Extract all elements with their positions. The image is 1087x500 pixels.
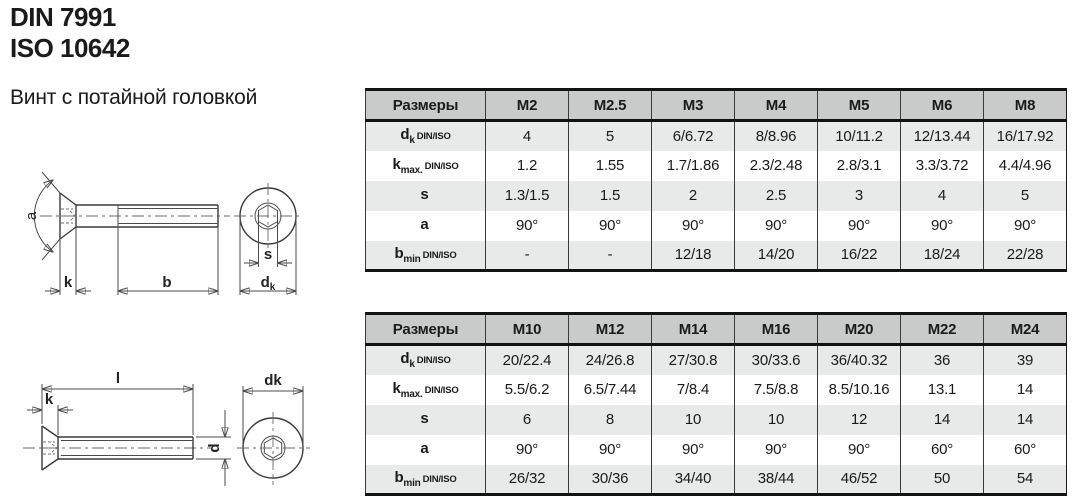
dim-value: 14	[984, 375, 1067, 405]
standard-din: DIN 7991	[10, 2, 116, 32]
dim-value: 5	[984, 181, 1067, 211]
dim-label-head-height: k	[63, 274, 73, 291]
table-row-dk	[366, 345, 1067, 375]
dim-value: 3	[818, 181, 901, 211]
dim-value: 7/8.4	[652, 375, 735, 405]
dim-value: 90°	[818, 435, 901, 465]
row-label-suffix: DIN/ISO	[416, 131, 451, 143]
dim-value: 6.5/7.44	[569, 375, 652, 405]
row-label	[366, 241, 486, 271]
dim-value: 6/6.72	[652, 121, 735, 151]
dim-value: 16/22	[818, 241, 901, 271]
row-label-symbol: s	[420, 409, 429, 427]
dim-value: 36/40.32	[818, 345, 901, 375]
row-label-subscript: max.	[400, 388, 423, 400]
dim-value: 36	[901, 345, 984, 375]
row-label-symbol: k	[392, 155, 401, 173]
dim-value: 1.5	[569, 181, 652, 211]
row-label-suffix: DIN/ISO	[424, 160, 459, 172]
row-label-suffix: DIN/ISO	[422, 249, 457, 261]
row-label-symbol: b	[394, 244, 404, 262]
table-row-bmin	[366, 465, 1067, 495]
dim-value: 1.2	[486, 151, 569, 181]
row-label	[366, 375, 486, 405]
dim-value: 4	[486, 121, 569, 151]
row-label-subscript: max.	[400, 164, 423, 176]
standards-title	[10, 2, 130, 64]
dim-value: 2	[652, 181, 735, 211]
dim-value: 60°	[984, 435, 1067, 465]
row-label	[366, 435, 486, 465]
table-row-s	[366, 405, 1067, 435]
dim-value: 50	[901, 465, 984, 495]
dim-value: 13.1	[901, 375, 984, 405]
row-label-suffix: DIN/ISO	[416, 355, 451, 367]
dim-value: -	[486, 241, 569, 271]
row-label	[366, 211, 486, 241]
row-label	[366, 465, 486, 495]
dim-value: 46/52	[818, 465, 901, 495]
countersunk-screw-side-drawing	[15, 160, 315, 300]
dim-value: 90°	[984, 211, 1067, 241]
row-label-subscript: k	[409, 359, 415, 371]
dim-value: 5	[569, 121, 652, 151]
col-header-size: M22	[901, 314, 984, 345]
dim-value: 90°	[569, 435, 652, 465]
dim-value: 18/24	[901, 241, 984, 271]
row-label-subscript: min	[403, 477, 421, 489]
dimensions-table-m2-m8	[365, 88, 1067, 272]
col-header-size: M12	[569, 314, 652, 345]
dim-label-head-dia: $d_k$	[260, 274, 276, 293]
row-label-suffix: DIN/ISO	[422, 473, 457, 485]
row-label-subscript: min	[403, 253, 421, 265]
dim-value: 5.5/6.2	[486, 375, 569, 405]
row-label-symbol: k	[392, 379, 401, 397]
dim-label-socket: s	[263, 246, 273, 263]
dim-label-head-dia: dk	[264, 372, 282, 389]
row-label	[366, 121, 486, 151]
dim-value: 8	[569, 405, 652, 435]
dim-value: 14	[901, 405, 984, 435]
row-label	[366, 345, 486, 375]
table-row-a	[366, 435, 1067, 465]
table-header-row	[366, 314, 1067, 345]
product-title: Винт с потайной головкой	[10, 86, 258, 109]
col-header-size: M10	[486, 314, 569, 345]
dim-value: 14	[984, 405, 1067, 435]
dim-value: 27/30.8	[652, 345, 735, 375]
fully-threaded-screw-drawing	[15, 348, 320, 500]
table-header-row	[366, 90, 1067, 121]
col-header-size: M6	[901, 90, 984, 121]
col-header-size: M20	[818, 314, 901, 345]
dim-value: 26/32	[486, 465, 569, 495]
dim-value: 30/33.6	[735, 345, 818, 375]
dim-label-thread-length: b	[162, 274, 172, 291]
col-header-size: M14	[652, 314, 735, 345]
dim-value: 7.5/8.8	[735, 375, 818, 405]
standard-iso: ISO 10642	[10, 33, 130, 63]
row-label	[366, 181, 486, 211]
dim-value: 20/22.4	[486, 345, 569, 375]
dim-label-length: l	[115, 370, 121, 387]
col-header-size: M8	[984, 90, 1067, 121]
dim-value: 90°	[818, 211, 901, 241]
dim-value: 14/20	[735, 241, 818, 271]
table-row-kmax	[366, 151, 1067, 181]
dim-value: 8.5/10.16	[818, 375, 901, 405]
row-label-symbol: d	[400, 350, 410, 368]
col-header-size: M16	[735, 314, 818, 345]
row-label-symbol: s	[420, 185, 429, 203]
dimensions-table-m10-m24	[365, 312, 1067, 496]
dim-value: 90°	[735, 211, 818, 241]
dim-value: 38/44	[735, 465, 818, 495]
table-row-a	[366, 211, 1067, 241]
dim-value: 90°	[569, 211, 652, 241]
dim-value: 6	[486, 405, 569, 435]
dim-value: 12	[818, 405, 901, 435]
col-header-sizes: Размеры	[366, 314, 486, 345]
dim-value: 54	[984, 465, 1067, 495]
dim-value: 90°	[735, 435, 818, 465]
col-header-size: M2.5	[569, 90, 652, 121]
col-header-size: M3	[652, 90, 735, 121]
table-row-s	[366, 181, 1067, 211]
dim-value: 90°	[652, 435, 735, 465]
col-header-size: M5	[818, 90, 901, 121]
row-label-subscript: k	[409, 135, 415, 147]
dim-value: 2.3/2.48	[735, 151, 818, 181]
dim-label-diameter: d	[206, 443, 223, 453]
dim-value: 34/40	[652, 465, 735, 495]
col-header-sizes: Размеры	[366, 90, 486, 121]
row-label	[366, 151, 486, 181]
row-label-suffix: DIN/ISO	[424, 384, 459, 396]
dim-value: 10	[652, 405, 735, 435]
dim-value: 22/28	[984, 241, 1067, 271]
dim-value: 24/26.8	[569, 345, 652, 375]
row-label-symbol: a	[420, 439, 429, 457]
row-label	[366, 405, 486, 435]
table-row-dk	[366, 121, 1067, 151]
dim-value: 90°	[486, 211, 569, 241]
table-row-kmax	[366, 375, 1067, 405]
dim-value: 90°	[901, 211, 984, 241]
dim-value: -	[569, 241, 652, 271]
row-label-symbol: b	[394, 468, 404, 486]
dim-value: 10	[735, 405, 818, 435]
dim-value: 1.3/1.5	[486, 181, 569, 211]
dim-value: 4	[901, 181, 984, 211]
col-header-size: M2	[486, 90, 569, 121]
table-row-bmin	[366, 241, 1067, 271]
dim-value: 39	[984, 345, 1067, 375]
dim-value: 12/18	[652, 241, 735, 271]
dim-label-angle: a	[23, 211, 40, 221]
row-label-symbol: a	[420, 215, 429, 233]
dim-value: 16/17.92	[984, 121, 1067, 151]
dim-value: 2.8/3.1	[818, 151, 901, 181]
dim-value: 2.5	[735, 181, 818, 211]
dim-label-head-height: k	[44, 391, 54, 408]
row-label-symbol: d	[400, 126, 410, 144]
dim-value: 90°	[486, 435, 569, 465]
dim-value: 1.55	[569, 151, 652, 181]
dim-value: 90°	[652, 211, 735, 241]
dim-value: 60°	[901, 435, 984, 465]
dim-value: 10/11.2	[818, 121, 901, 151]
dim-value: 12/13.44	[901, 121, 984, 151]
dim-value: 30/36	[569, 465, 652, 495]
dim-value: 4.4/4.96	[984, 151, 1067, 181]
dim-value: 1.7/1.86	[652, 151, 735, 181]
dim-value: 3.3/3.72	[901, 151, 984, 181]
col-header-size: M24	[984, 314, 1067, 345]
col-header-size: M4	[735, 90, 818, 121]
dim-value: 8/8.96	[735, 121, 818, 151]
